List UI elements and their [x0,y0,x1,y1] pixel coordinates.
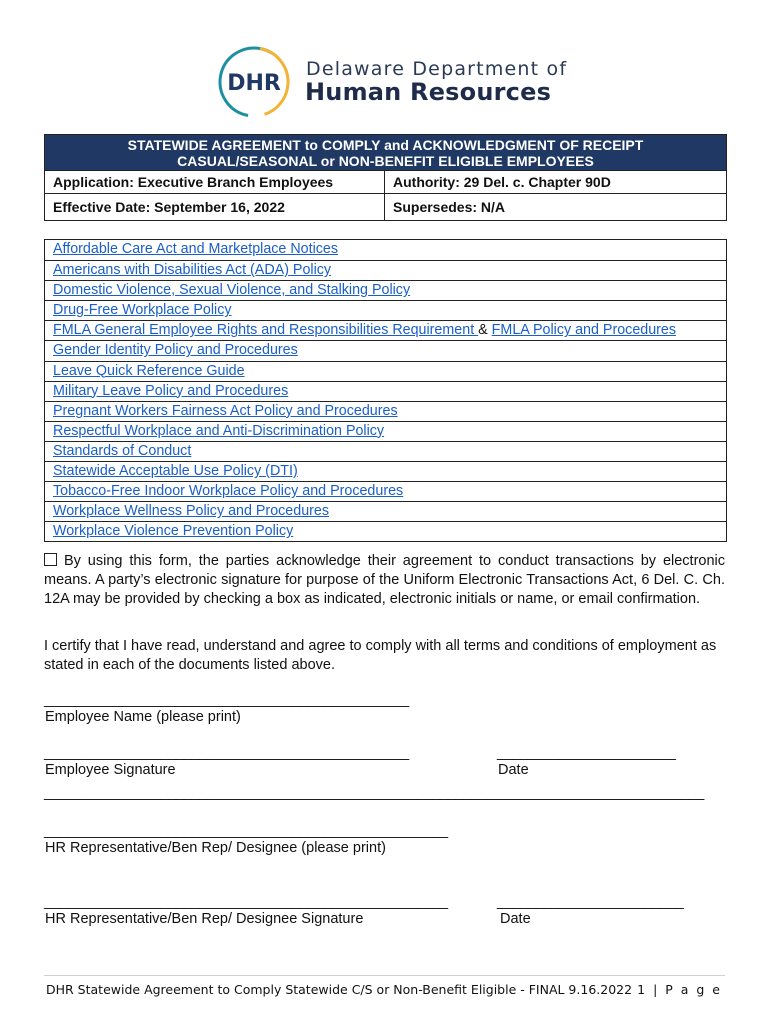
effective-date-cell: Effective Date: September 16, 2022 [45,194,385,220]
fmla-joiner: & [478,322,492,339]
dhr-logo-mark-text: DHR [227,71,281,96]
list-item [45,481,726,501]
supersedes-cell: Supersedes: N/A [393,199,506,215]
link-standards-of-conduct[interactable]: Standards of Conduct [53,442,192,459]
header-row-effective [45,193,726,220]
footer-divider [44,975,725,976]
list-item [45,280,726,300]
link-ada-policy[interactable]: Americans with Disabilities Act (ADA) Policy [53,262,332,279]
logo-name-line: Human Resources [305,78,552,106]
hr-signature-label: HR Representative/Ben Rep/ Designee Signature [45,911,364,927]
list-item [45,340,726,360]
link-wellness-policy[interactable]: Workplace Wellness Policy and Procedures [53,503,330,520]
consent-checkbox[interactable] [44,553,57,566]
logo-department-line: Delaware Department of [306,58,568,80]
list-item [45,361,726,381]
footer-page-number: 1 | P a g e [637,982,722,997]
link-leave-guide[interactable]: Leave Quick Reference Guide [53,362,245,379]
link-acceptable-use-policy[interactable]: Statewide Acceptable Use Policy (DTI) [53,463,298,480]
link-aca-notices[interactable]: Affordable Care Act and Marketplace Notices [53,241,339,257]
list-item [45,260,726,280]
link-violence-prevention-policy[interactable]: Workplace Violence Prevention Policy [53,523,294,540]
employee-name-label: Employee Name (please print) [45,709,241,725]
certify-paragraph: I certify that I have read, understand and agree to comply with all terms and conditions of employment as stated in each of the documents listed above. [44,638,717,673]
link-fmla-rights[interactable]: FMLA General Employee Rights and Responsibilities Requirement [53,322,479,339]
link-military-leave-policy[interactable]: Military Leave Policy and Procedures [53,382,289,399]
link-tobacco-free-policy[interactable]: Tobacco-Free Indoor Workplace Policy and Procedures [53,483,404,500]
separator-line: _____________________________________________________________________________________ [44,785,704,801]
header-row-application [45,170,726,193]
employee-name-line[interactable]: _______________________________________________ [44,692,409,708]
consent-paragraph [44,552,725,609]
employee-signature-label: Employee Signature [45,762,176,778]
footer-document-id: DHR Statewide Agreement to Comply Statewide C/S or Non-Benefit Eligible - FINAL 9.16.2022 [46,982,633,997]
consent-text: By using this form, the parties acknowledge their agreement to conduct transactions by electronic means. A party’s electronic signature for purpose of the Uniform Electronic Transactions Act, 6 Del. C. Ch. 12A may be provided by checking a box as indicated, electronic initials or name, or email confirmation. [44,553,725,607]
agreement-title-line1: STATEWIDE AGREEMENT to COMPLY and ACKNOWLEDGMENT OF RECEIPT [127,137,644,153]
link-pregnant-workers-policy[interactable]: Pregnant Workers Fairness Act Policy and Procedures [53,402,398,419]
link-fmla-policy[interactable]: FMLA Policy and Procedures [491,322,677,339]
agreement-title-line2: CASUAL/SEASONAL or NON-BENEFIT ELIGIBLE EMPLOYEES [177,153,594,169]
agreement-title [45,135,726,170]
hr-date-line[interactable]: ________________________ [497,894,684,910]
link-domestic-violence-policy[interactable]: Domestic Violence, Sexual Violence, and Stalking Policy [53,282,411,299]
dhr-logo [216,44,568,120]
link-gender-identity-policy[interactable]: Gender Identity Policy and Procedures [53,342,298,359]
hr-signature-line[interactable]: ____________________________________________________ [44,894,448,910]
agreement-header-table [44,134,727,221]
link-respectful-workplace-policy[interactable]: Respectful Workplace and Anti-Discrimination Policy [53,422,385,439]
policy-links-table [44,239,727,542]
authority-cell: Authority: 29 Del. c. Chapter 90D [393,174,611,190]
employee-signature-line[interactable]: _______________________________________________ [44,745,409,761]
link-drug-free-policy[interactable]: Drug-Free Workplace Policy [53,302,232,319]
list-item [45,441,726,461]
list-item [45,521,726,541]
list-item [45,501,726,521]
list-item [45,300,726,320]
list-item [45,401,726,421]
list-item [45,320,726,340]
list-item [45,240,726,260]
list-item [45,421,726,441]
hr-name-line[interactable]: ____________________________________________________ [44,823,448,839]
hr-name-label: HR Representative/Ben Rep/ Designee (please print) [45,840,386,856]
hr-date-label: Date [500,911,531,927]
employee-date-line[interactable]: _______________________ [497,745,676,761]
dhr-logo-mark-icon [216,44,292,120]
list-item [45,461,726,481]
list-item [45,381,726,401]
application-cell: Application: Executive Branch Employees [45,171,385,193]
employee-date-label: Date [498,762,529,778]
